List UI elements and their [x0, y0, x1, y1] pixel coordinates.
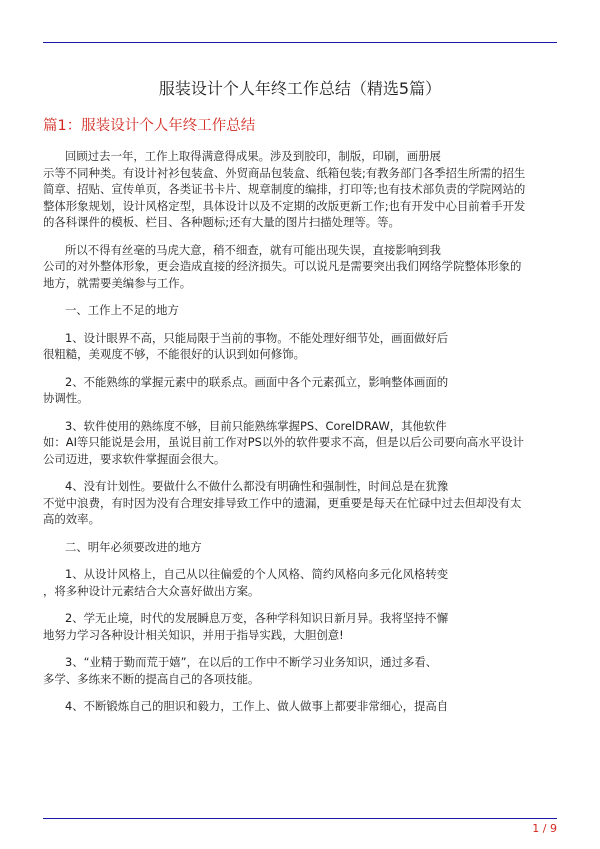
paragraph-line: 所以不得有丝毫的马虎大意，稍不细查，就有可能出现失误，直接影响到我: [65, 242, 441, 257]
paragraph: [43, 330, 557, 363]
section-heading: 篇1：服装设计个人年终工作总结: [43, 118, 256, 134]
paragraph-line: 2、学无止境，时代的发展瞬息万变，各种学科知识日新月异。我将坚持不懈: [65, 611, 449, 625]
paragraph-line: 高的效率。: [43, 512, 100, 526]
paragraph-line: 4、不断锻炼自己的胆识和毅力，工作上、做人做事上都要非常细心，提高自: [65, 699, 449, 713]
paragraph: [43, 302, 557, 319]
paragraph-line: 4、没有计划性。要做什么不做什么都没有明确性和强制性，时间总是在犹豫: [65, 479, 449, 493]
paragraph-line: 很粗糙，美观度不够，不能很好的认识到如何修饰。: [43, 347, 305, 361]
paragraph-line: 2、不能熟练的掌握元素中的联系点。画面中各个元素孤立，影响整体画面的: [65, 374, 449, 389]
paragraph-line: 二、明年必须要改进的地方: [65, 539, 202, 554]
paragraph-line: 3、软件使用的熟练度不够，目前只能熟练掌握PS、CorelDRAW，其他软件: [65, 418, 447, 433]
paragraph: [43, 539, 557, 556]
paragraph-line: 整体形象规划，设计风格定型，具体设计以及不定期的改版更新工作;也有开发中心目前着手开发: [43, 198, 526, 213]
document-title: 服装设计个人年终工作总结（精选5篇）: [158, 79, 442, 98]
paragraph-line: 协调性。: [43, 391, 89, 405]
paragraph-line: 1、设计眼界不高，只能局限于当前的事物。不能处理好细节处，画面做好后: [65, 330, 449, 345]
document-body: [43, 148, 557, 726]
paragraph-line: 回顾过去一年，工作上取得满意得成果。涉及到胶印，制版，印刷，画册展: [65, 149, 441, 163]
paragraph-line: 公司的对外整体形象，更会造成直接的经济损失。可以说凡是需要突出我们网络学院整体形象的: [43, 259, 522, 273]
page-number: 1 / 9: [532, 822, 557, 835]
paragraph: [43, 654, 557, 687]
paragraph-line: 一、工作上不足的地方: [65, 303, 179, 317]
paragraph-line: 示等不同种类。有设计衬衫包装盒、外贸商品包装盒、纸箱包装;有教务部门各季招生所需的招生: [43, 165, 526, 180]
paragraph-line: 地努力学习各种设计相关知识，并用于指导实践，大胆创意!: [43, 627, 344, 642]
paragraph: [43, 478, 557, 528]
footer-rule: [43, 818, 557, 819]
paragraph: [43, 610, 557, 643]
paragraph-line: 的各科课件的模板、栏目、各种题标;还有大量的图片扫描处理等。等。: [43, 215, 400, 229]
paragraph: [43, 148, 557, 231]
paragraph-line: ，将多种设计元素结合大众喜好做出方案。: [43, 583, 260, 598]
paragraph: [43, 698, 557, 715]
paragraph-line: 1、从设计风格上，自己从以往偏爱的个人风格、简约风格向多元化风格转变: [65, 567, 449, 581]
paragraph: [43, 566, 557, 599]
paragraph: [43, 374, 557, 407]
paragraph-line: 多学、多练来不断的提高自己的各项技能。: [43, 671, 260, 686]
paragraph: [43, 418, 557, 468]
paragraph-line: 如：AI等只能说是会用，虽说目前工作对PS以外的软件要求不高，但是以后公司要向高水平设计: [43, 435, 524, 449]
header-rule: [43, 42, 557, 43]
paragraph-line: 简章、招贴、宣传单页，各类证书卡片、规章制度的编排，打印等;也有技术部负责的学院网站的: [43, 182, 526, 196]
paragraph: [43, 242, 557, 292]
paragraph-line: 3、“业精于勤而荒于嬉”，在以后的工作中不断学习业务知识，通过多看、: [65, 655, 438, 669]
paragraph-line: 地方，就需要美编参与工作。: [43, 275, 192, 290]
paragraph-line: 不觉中浪费，有时因为没有合理安排导致工作中的遗漏，更重要是每天在忙碌中过去但却没有太: [43, 495, 522, 510]
paragraph-line: 公司迈进，要求软件掌握面会很大。: [43, 451, 226, 466]
